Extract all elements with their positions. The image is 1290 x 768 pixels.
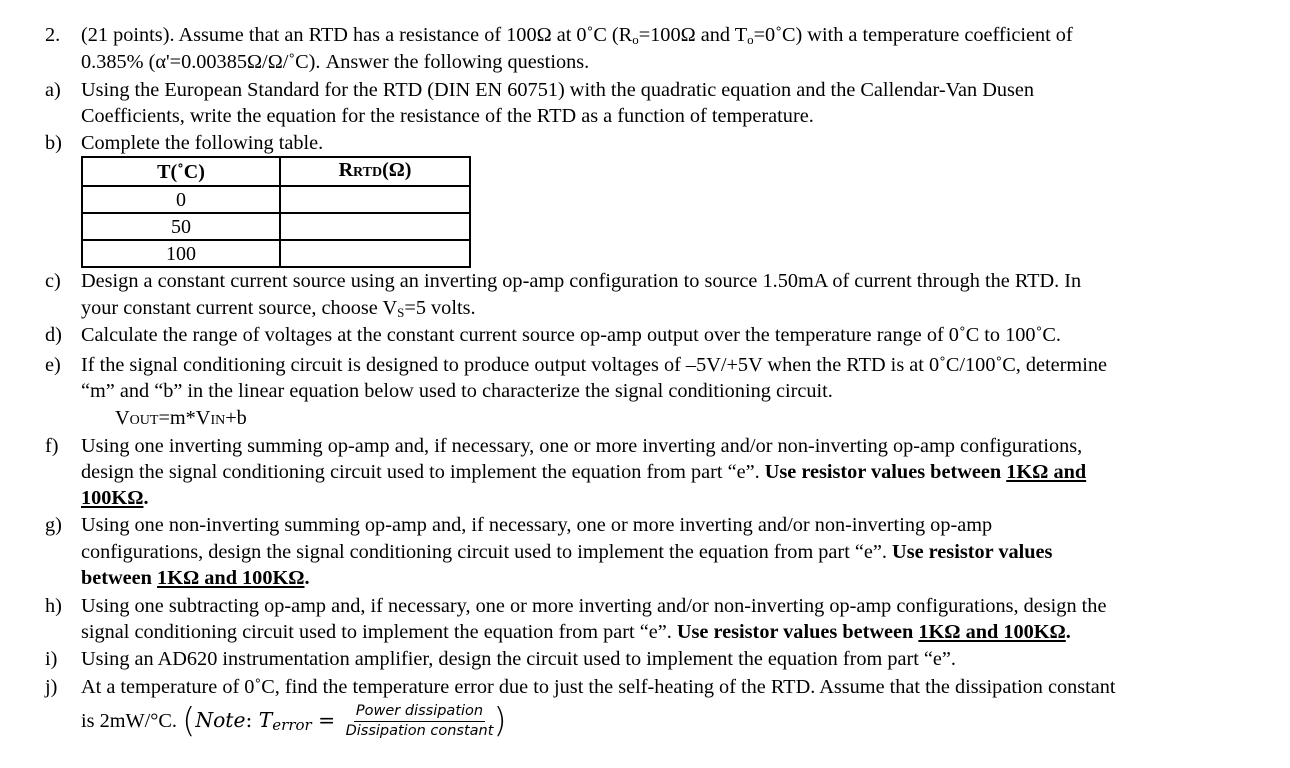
bold-text: Use resistor values between: [676, 621, 919, 643]
numerator: Power dissipation: [354, 702, 485, 722]
subscript: IN: [210, 413, 226, 428]
subscript: error: [272, 716, 312, 734]
part-f-line-2: [81, 459, 1086, 485]
table-row: [82, 213, 470, 240]
header-temperature: T(˚C): [82, 157, 280, 186]
variable: T: [258, 708, 273, 732]
text: =100Ω and T: [638, 24, 748, 46]
part-a-line-1: Using the European Standard for the RTD (DIN EN 60751) with the quadratic equation and the Callendar-Van Dusen: [81, 79, 1035, 101]
underlined-bold-text: 100KΩ: [81, 487, 144, 509]
denominator: Dissipation constant: [345, 723, 494, 739]
underlined-bold-text: 1KΩ and 100KΩ: [157, 567, 305, 589]
part-f-line-1: Using one inverting summing op-amp and, if necessary, one or more inverting and/or non-inverting op-amp configurations,: [81, 435, 1083, 457]
part-j-line-2: [81, 700, 507, 741]
table-row: [82, 240, 470, 267]
colon: :: [245, 708, 259, 732]
table-header-row: [82, 157, 470, 186]
note-label: Note: [195, 708, 246, 732]
part-label: i): [45, 648, 58, 670]
question-intro-line-2: 0.385% (α'=0.00385Ω/Ω/˚C). Answer the following questions.: [81, 51, 590, 73]
part-j-line-1: At a temperature of 0˚C, find the temperature error due to just the self-heating of the RTD. Assume that the dissipation constant: [81, 676, 1116, 698]
subscript: RTD: [353, 165, 383, 180]
text: +b: [225, 407, 247, 429]
part-e-line-1: If the signal conditioning circuit is designed to produce output voltages of –5V/+5V when the RTD is at 0˚C/100˚C, determine: [81, 354, 1107, 376]
part-label: b): [45, 132, 62, 154]
question-intro-line-1: [81, 22, 1073, 48]
text: =0˚C) with a temperature coefficient of: [753, 24, 1073, 46]
close-paren: ): [493, 701, 507, 741]
part-a-line-2: Coefficients, write the equation for the resistance of the RTD as a function of temperature.: [81, 105, 814, 127]
bold-text: Use resistor values between: [764, 461, 1007, 483]
cell-temperature: 100: [82, 240, 280, 267]
header-resistance: [280, 157, 470, 186]
part-i-line-1: Using an AD620 instrumentation amplifier, design the circuit used to implement the equation from part “e”.: [81, 648, 957, 670]
cell-temperature: 50: [82, 213, 280, 240]
part-b-line-1: Complete the following table.: [81, 132, 324, 154]
text: configurations, design the signal conditioning circuit used to implement the equation from part “e”.: [81, 541, 893, 563]
part-label: a): [45, 79, 61, 101]
bold-text: .: [143, 487, 149, 509]
cell-resistance[interactable]: [280, 240, 470, 267]
subscript: o: [747, 32, 754, 47]
part-label: e): [45, 354, 61, 376]
text: R: [338, 159, 354, 181]
part-label: d): [45, 324, 62, 346]
question-number: 2.: [45, 24, 61, 46]
underlined-bold-text: 1KΩ and: [1006, 461, 1087, 483]
cell-resistance[interactable]: [280, 213, 470, 240]
cell-resistance[interactable]: [280, 186, 470, 213]
bold-text: .: [1065, 621, 1071, 643]
part-label: c): [45, 270, 61, 292]
text: signal conditioning circuit used to implement the equation from part “e”.: [81, 621, 677, 643]
bold-text: .: [304, 567, 310, 589]
rtd-table: [81, 156, 471, 268]
text: =5 volts.: [404, 297, 476, 319]
text: (Ω): [382, 159, 412, 181]
part-label: h): [45, 595, 62, 617]
underlined-bold-text: 1KΩ and 100KΩ: [918, 621, 1066, 643]
error-formula: [182, 701, 507, 741]
subscript: OUT: [129, 413, 159, 428]
cell-temperature: 0: [82, 186, 280, 213]
part-d-line-1: Calculate the range of voltages at the constant current source op-amp output over the temperature range of 0˚C to 100˚C.: [81, 324, 1061, 346]
text: V: [115, 407, 130, 429]
part-g-line-1: Using one non-inverting summing op-amp and, if necessary, one or more inverting and/or non-inverting op-amp: [81, 514, 993, 536]
text: =m*V: [158, 407, 211, 429]
linear-equation: [115, 405, 247, 434]
text: design the signal conditioning circuit used to implement the equation from part “e”.: [81, 461, 765, 483]
part-label: g): [45, 514, 62, 536]
text: is 2mW/°C.: [81, 710, 183, 732]
bold-text: Use resistor values: [892, 541, 1053, 563]
fraction: [346, 702, 494, 741]
part-h-line-1: Using one subtracting op-amp and, if necessary, one or more inverting and/or non-inverting op-amp configurations, design the: [81, 595, 1107, 617]
part-f-line-3: [81, 485, 149, 511]
open-paren: (: [182, 701, 196, 741]
subscript: S: [397, 305, 405, 320]
equals: =: [311, 708, 342, 732]
part-h-line-2: [81, 619, 1071, 645]
part-g-line-3: [81, 565, 310, 591]
part-g-line-2: [81, 539, 1052, 565]
part-c-line-2: [81, 295, 476, 321]
subscript: o: [632, 32, 639, 47]
text: your constant current source, choose V: [81, 297, 398, 319]
part-c-line-1: Design a constant current source using an inverting op-amp configuration to source 1.50mA of current through the RTD. In: [81, 270, 1082, 292]
part-label: j): [45, 676, 58, 698]
text: (21 points). Assume that an RTD has a resistance of 100Ω at 0˚C (R: [81, 24, 633, 46]
part-label: f): [45, 435, 59, 457]
table-row: [82, 186, 470, 213]
part-e-line-2: “m” and “b” in the linear equation below used to characterize the signal conditioning circuit.: [81, 380, 833, 402]
bold-text: between: [81, 567, 158, 589]
